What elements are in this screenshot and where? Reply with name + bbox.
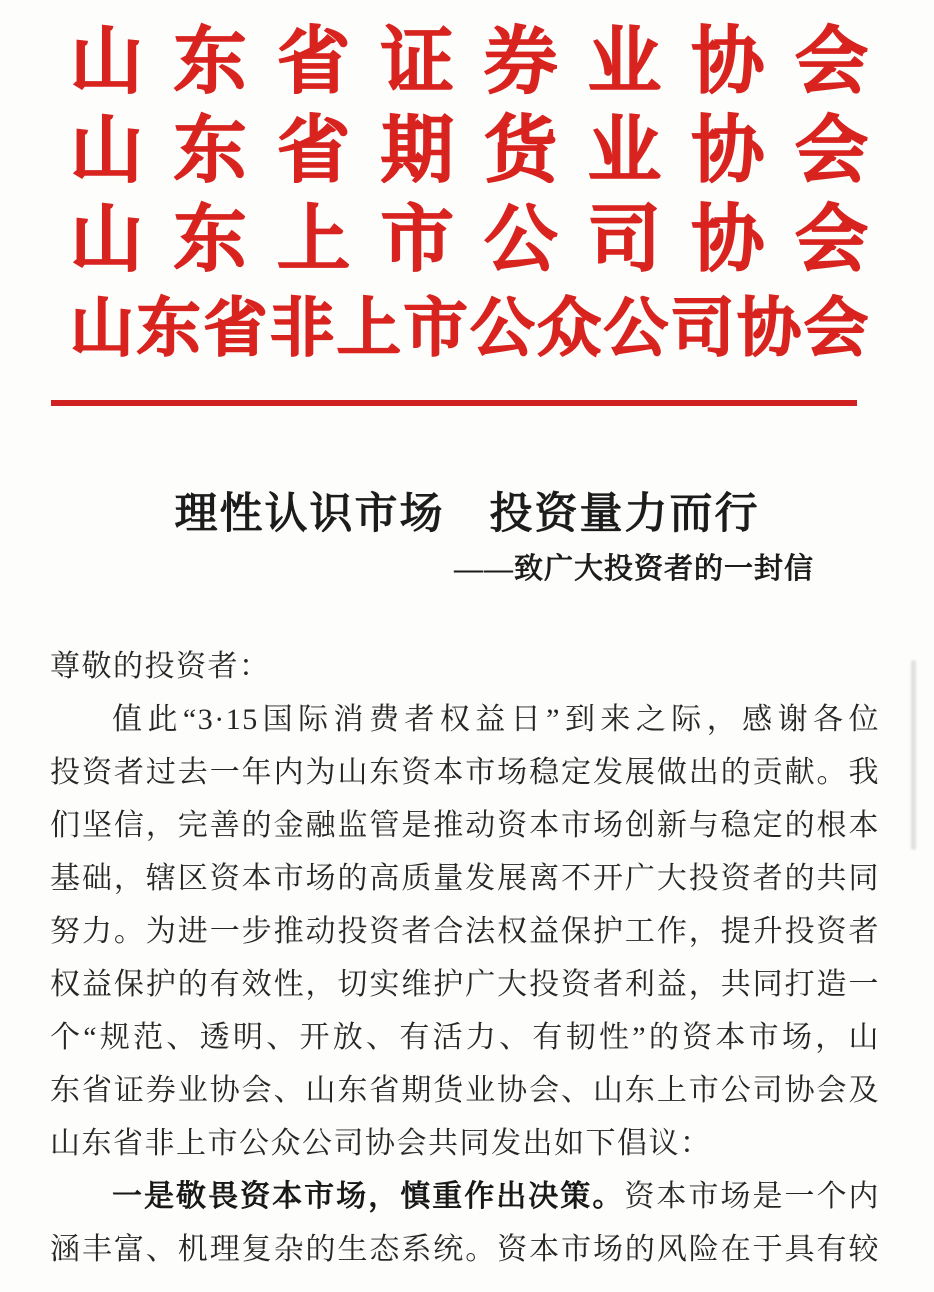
letterhead — [70, 17, 868, 373]
body-line: 们坚信，完善的金融监管是推动资本市场创新与稳定的根本 — [50, 809, 880, 842]
body-line: 权益保护的有效性，切实维护广大投资者利益，共同打造一 — [50, 968, 880, 1001]
proposal-1-lead-rest: 资本市场是一个内 — [624, 1180, 880, 1213]
body-line: 基础，辖区资本市场的高质量发展离不开广大投资者的共同 — [50, 862, 880, 895]
letterhead-divider-rule — [51, 400, 857, 406]
document-title: 理性认识市场 投资量力而行 — [174, 491, 760, 538]
salutation-line: 尊敬的投资者： — [50, 650, 271, 683]
body-line-proposal-1 — [50, 1170, 880, 1223]
body-line: 努力。为进一步推动投资者合法权益保护工作，提升投资者 — [50, 915, 880, 948]
letterhead-line-futures-association: 山东省期货业协会 — [70, 110, 868, 191]
proposal-1-bold-lead: 一是敬畏资本市场，慎重作出决策。 — [112, 1180, 625, 1213]
body-line: 涵丰富、机理复杂的生态系统。资本市场的风险在于具有较 — [50, 1233, 880, 1266]
body-line: 值此“3·15国际消费者权益日”到来之际，感谢各位 — [112, 703, 880, 736]
body-line: 东省证券业协会、山东省期货业协会、山东上市公司协会及 — [50, 1074, 880, 1107]
letterhead-line-listed-companies-association: 山东上市公司协会 — [70, 199, 868, 280]
body-line: 山东省非上市公众公司协会共同发出如下倡议： — [50, 1127, 712, 1160]
body-line: 个“规范、透明、开放、有活力、有韧性”的资本市场，山 — [50, 1021, 880, 1054]
letterhead-line-securities-association: 山东省证券业协会 — [70, 21, 868, 102]
document-subtitle: ——致广大投资者的一封信 — [453, 553, 814, 585]
scan-artifact-streak — [911, 660, 916, 850]
letter-body — [50, 640, 880, 1276]
letterhead-line-unlisted-public-companies-association: 山东省非上市公众公司协会 — [70, 293, 868, 364]
body-line: 投资者过去一年内为山东资本市场稳定发展做出的贡献。我 — [50, 756, 880, 789]
